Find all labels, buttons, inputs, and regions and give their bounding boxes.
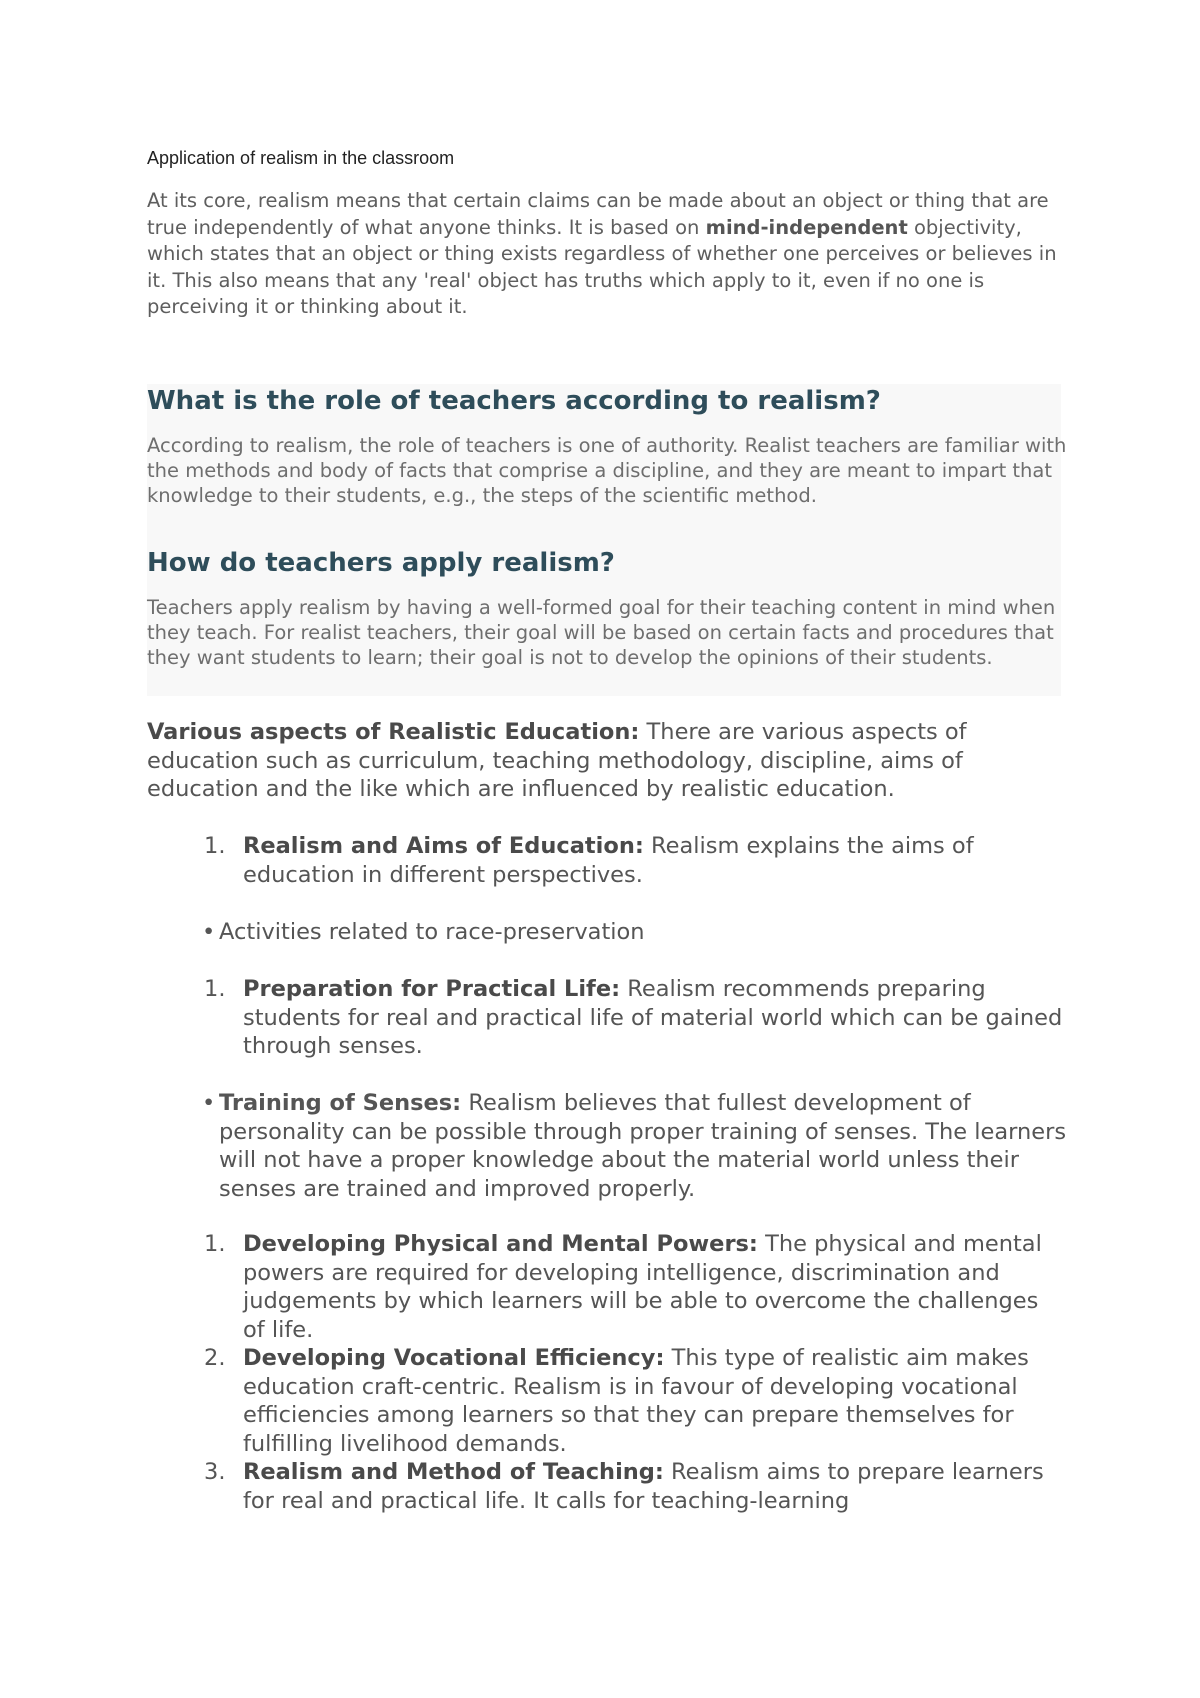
intro-bold-term: mind-independent — [705, 215, 908, 239]
bullet-item-race — [202, 918, 645, 947]
faq-answer-apply: Teachers apply realism by having a well-formed goal for their teaching content in mind when they teach. For realist teachers, their goal will be based on certain facts and procedures that they want students to learn; their goal is not to develop the opinions of their students. — [147, 596, 1056, 669]
list-item-method — [243, 1458, 1063, 1515]
list-number: 3. — [204, 1459, 226, 1485]
list-item-title: Realism and Aims of Education: — [243, 833, 644, 859]
faq-answer-role: According to realism, the role of teachers is one of authority. Realist teachers are familiar with the methods and body of facts that comprise a discipline, and they are meant to impart that knowledge to their students, e.g., the steps of the scientific method. — [147, 434, 1067, 507]
intro-text-start: At its core, realism means that certain claims can be made about an object or thing that are true independently of what anyone thinks. It is based on — [147, 189, 1049, 239]
list-number: 2. — [204, 1345, 226, 1371]
bullet-text: Activities related to race-preservation — [219, 919, 645, 945]
list-item-text: This type of realistic aim makes education craft-centric. Realism is in favour of developing vocational efficiencies among learners so that they can prepare themselves for fulfilling livelihood demands. — [243, 1345, 1029, 1457]
list-number: 1. — [204, 833, 226, 859]
list-item-title: Developing Vocational Efficiency: — [243, 1345, 665, 1371]
aspects-label: Various aspects of Realistic Education: — [147, 719, 640, 745]
list-item-text: Realism explains the aims of education in different perspectives. — [243, 833, 974, 888]
aspects-text: There are various aspects of education such as curriculum, teaching methodology, discipline, aims of education and the like which are influenced by realistic education. — [147, 719, 967, 802]
list-item-text: Realism aims to prepare learners for real and practical life. It calls for teaching-learning — [243, 1459, 1044, 1514]
bullet-icon — [202, 918, 219, 947]
bullet-item-senses — [202, 1089, 1081, 1203]
faq-heading-role: What is the role of teachers according to realism? — [147, 386, 881, 416]
list-number: 1. — [204, 1231, 226, 1257]
list-item-practical-life — [243, 975, 1063, 1061]
document-title: Application of realism in the classroom — [147, 148, 455, 168]
intro-text-end: objectivity, which states that an object or thing exists regardless of whether one perceives or believes in it. This also means that any 'real' object has truths which apply to it, even if no one is perceiving it or thinking about it. — [147, 215, 1057, 318]
aspects-paragraph — [147, 718, 1067, 804]
list-item-text: The physical and mental powers are required for developing intelligence, discrimination and judgements by which learners will be able to overcome the challenges of life. — [243, 1231, 1042, 1343]
list-item-title: Realism and Method of Teaching: — [243, 1459, 664, 1485]
list-number: 1. — [204, 976, 226, 1002]
list-item-vocational — [243, 1344, 1063, 1458]
list-item-text: Realism recommends preparing students for real and practical life of material world which can be gained through senses. — [243, 976, 1063, 1059]
list-item-title: Developing Physical and Mental Powers: — [243, 1231, 758, 1257]
faq-heading-apply: How do teachers apply realism? — [147, 548, 615, 578]
list-item-powers — [243, 1230, 1063, 1344]
list-item-title: Preparation for Practical Life: — [243, 976, 621, 1002]
bullet-icon — [202, 1089, 219, 1118]
intro-paragraph — [147, 188, 1067, 321]
bullet-text: Realism believes that fullest development of personality can be possible through proper training of senses. The learners will not have a proper knowledge about the material world unless their senses are trained and improved properly. — [219, 1090, 1067, 1202]
list-item-aims — [243, 832, 1063, 889]
bullet-title: Training of Senses: — [219, 1090, 462, 1116]
